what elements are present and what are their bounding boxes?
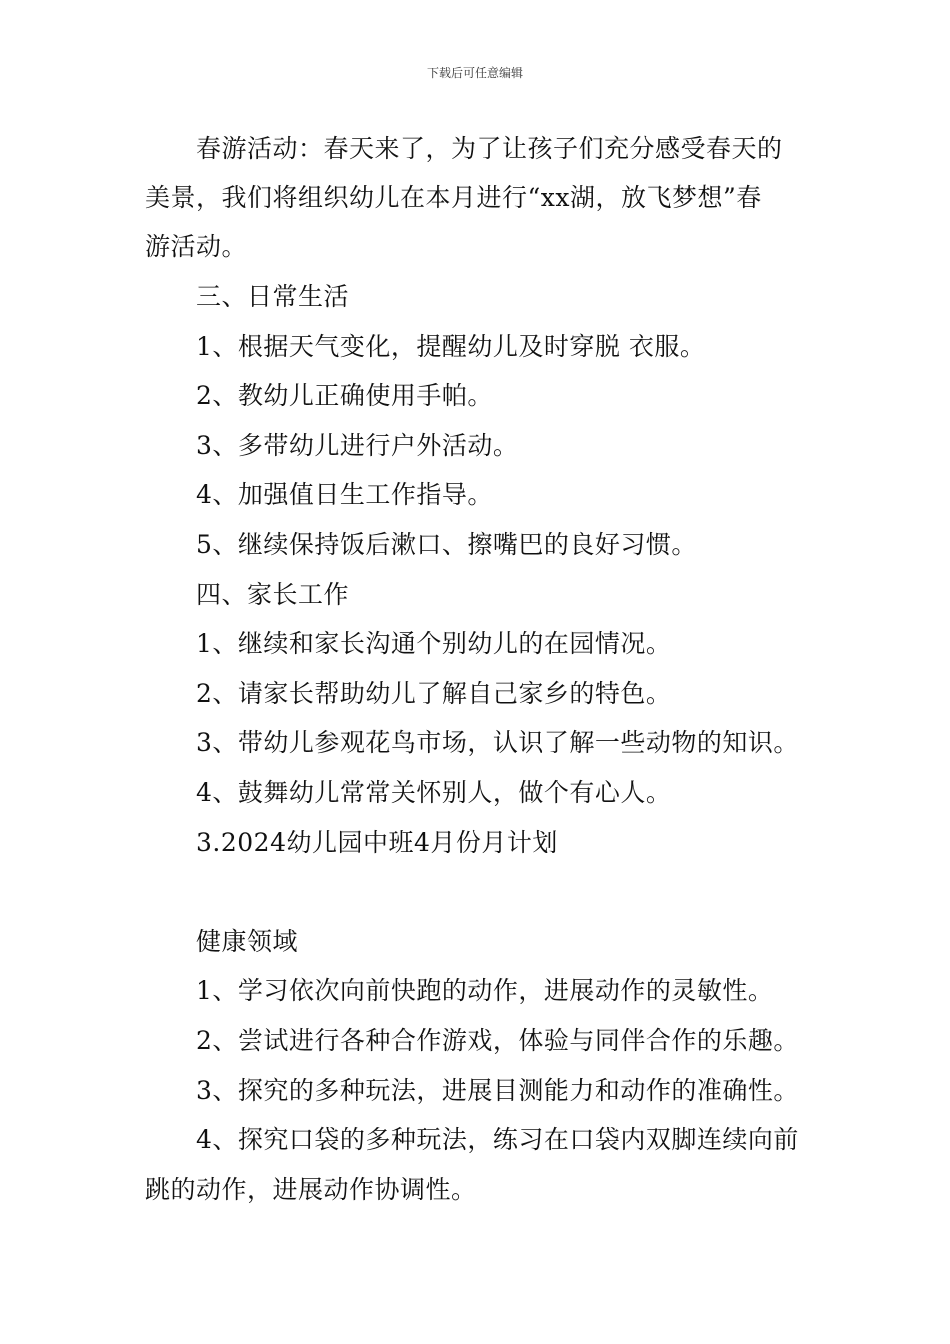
list-item: 1、学习依次向前快跑的动作，进展动作的灵敏性。 (196, 976, 774, 1005)
list-item: 4、鼓舞幼儿常常关怀别人，做个有心人。 (196, 778, 672, 807)
list-item: 2、尝试进行各种合作游戏，体验与同伴合作的乐趣。 (196, 1026, 799, 1055)
list-item: 3、多带幼儿进行户外活动。 (196, 431, 519, 460)
list-item: 1、继续和家长沟通个别幼儿的在园情况。 (196, 629, 672, 658)
list-item: 4、探究口袋的多种玩法，练习在口袋内双脚连续向前 (196, 1125, 799, 1154)
list-item: 4、加强值日生工作指导。 (196, 480, 493, 509)
section-heading: 三、日常生活 (196, 282, 350, 311)
list-item: 2、请家长帮助幼儿了解自己家乡的特色。 (196, 679, 672, 708)
document-title: 3.2024幼儿园中班4月份月计划 (196, 828, 558, 857)
list-item: 3、探究的多种玩法，进展目测能力和动作的准确性。 (196, 1076, 799, 1105)
list-item: 5、继续保持饭后漱口、擦嘴巴的良好习惯。 (196, 530, 697, 559)
paragraph-line: 春游活动：春天来了，为了让孩子们充分感受春天的 (196, 134, 783, 163)
list-item: 3、带幼儿参观花鸟市场，认识了解一些动物的知识。 (196, 728, 799, 757)
paragraph-line: 游活动。 (145, 232, 248, 261)
list-item: 2、教幼儿正确使用手帕。 (196, 381, 493, 410)
paragraph-line: 跳的动作，进展动作协调性。 (145, 1175, 477, 1204)
paragraph-line: 美景，我们将组织幼儿在本月进行“xx湖，放飞梦想”春 (145, 183, 762, 212)
section-heading: 四、家长工作 (196, 580, 350, 609)
list-item: 1、根据天气变化，提醒幼儿及时穿脱 衣服。 (196, 332, 706, 361)
section-heading: 健康领域 (196, 927, 299, 956)
page-header: 下载后可任意编辑 (426, 66, 523, 80)
